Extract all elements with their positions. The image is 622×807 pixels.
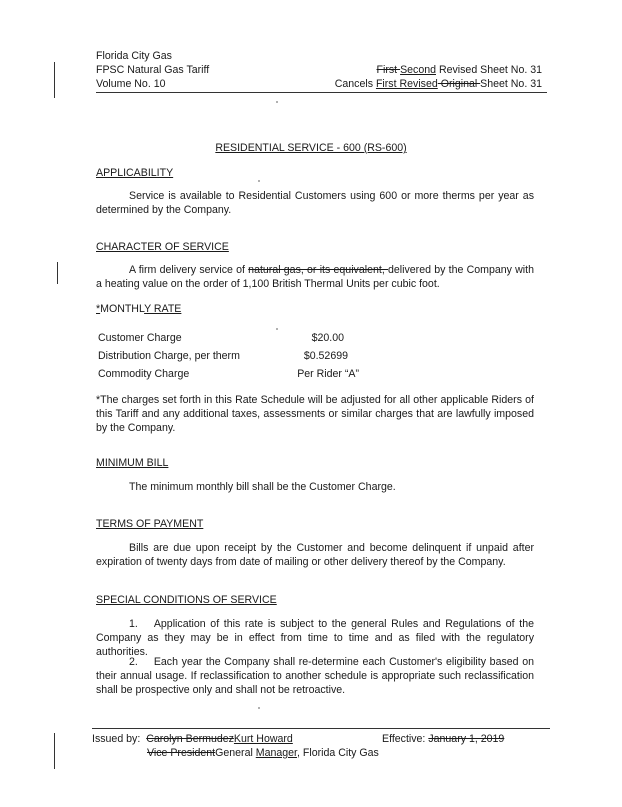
page-title: RESIDENTIAL SERVICE - 600 (RS-600) <box>215 142 407 154</box>
character-text-a: A firm delivery service of <box>129 264 249 276</box>
rate-row-distribution-charge <box>98 350 368 366</box>
rate-label: Commodity Charge <box>98 368 190 380</box>
monthly-rate-heading: *MONTHLY RATE <box>96 303 182 315</box>
rate-label: Distribution Charge, per therm <box>98 350 240 362</box>
rate-row-customer-charge <box>98 332 368 348</box>
scan-speck <box>258 180 260 182</box>
company-name: Florida City Gas <box>96 50 172 62</box>
revision-bar-header <box>54 62 55 98</box>
sheet-number <box>377 64 542 78</box>
rate-label: Customer Charge <box>98 332 182 344</box>
applicability-text: Service is available to Residential Customers using 600 or more therms per year as determined by the Company. <box>96 190 534 216</box>
character-text-struck: natural gas, or its equivalent, <box>248 264 388 276</box>
header-rule <box>96 92 547 93</box>
footer-rule <box>92 728 550 729</box>
applicability-heading: APPLICABILITY <box>96 167 174 179</box>
terms-heading: TERMS OF PAYMENT <box>96 518 204 530</box>
scan-speck <box>276 101 278 103</box>
tariff-name: FPSC Natural Gas Tariff <box>96 64 210 76</box>
character-heading: CHARACTER OF SERVICE <box>96 241 229 253</box>
issuer-title: Vice PresidentGeneral Manager, Florida City Gas <box>147 747 379 759</box>
cancels-sheet <box>335 78 542 92</box>
effective-date: Effective: January 1, 2019 <box>382 733 505 745</box>
special-item-1: 1. Application of this rate is subject to the general Rules and Regulations of the Company as they may be in effect from time to time and as filed with the regulatory authorities. <box>96 618 534 658</box>
cancels-new: First Revised <box>375 78 438 90</box>
special-item-2: 2. Each year the Company shall re-determine each Customer's eligibility based on their annual usage. If reclassification to another schedule is appropriate such reclassification shall be prospective only and shall not be retroactive. <box>96 656 534 696</box>
special-heading: SPECIAL CONDITIONS OF SERVICE <box>96 594 277 606</box>
sheet-struck: First <box>376 64 401 76</box>
character-text <box>96 264 534 292</box>
revision-bar-character <box>57 262 58 284</box>
issued-by: Issued by: Carolyn BermudezKurt Howard <box>92 733 293 745</box>
issued-new: Kurt Howard <box>233 733 293 745</box>
scan-speck <box>276 328 278 330</box>
issued-struck: Carolyn Bermudez <box>146 733 234 745</box>
sheet-new: Second <box>400 64 436 76</box>
volume-number: Volume No. 10 <box>96 78 166 90</box>
sheet-rest: Revised Sheet No. 31 <box>436 64 542 76</box>
revision-bar-footer <box>54 733 55 769</box>
cancels-struck: Original <box>437 78 481 90</box>
rate-note: *The charges set forth in this Rate Schedule will be adjusted for all other applicable Riders of this Tariff and any additional taxes, assessments or similar charges that are lawfully imposed by the Company. <box>96 394 534 434</box>
minimum-bill-heading: MINIMUM BILL <box>96 457 169 469</box>
minimum-bill-text: The minimum monthly bill shall be the Customer Charge. <box>129 481 396 493</box>
cancels-rest: Sheet No. 31 <box>480 78 542 90</box>
rate-row-commodity-charge <box>98 368 368 384</box>
rate-value: $20.00 <box>311 332 344 344</box>
cancels-prefix: Cancels <box>334 78 376 90</box>
character-text-b: delivered by the Company with a heating value on the order of 1,100 British Thermal Units per cubic foot. <box>96 264 535 290</box>
rate-value: $0.52699 <box>303 350 348 362</box>
scan-speck <box>258 707 260 709</box>
rate-value: Per Rider “A” <box>297 368 359 380</box>
terms-text: Bills are due upon receipt by the Customer and become delinquent if unpaid after expiration of twenty days from date of mailing or other delivery thereof by the Company. <box>96 542 534 568</box>
